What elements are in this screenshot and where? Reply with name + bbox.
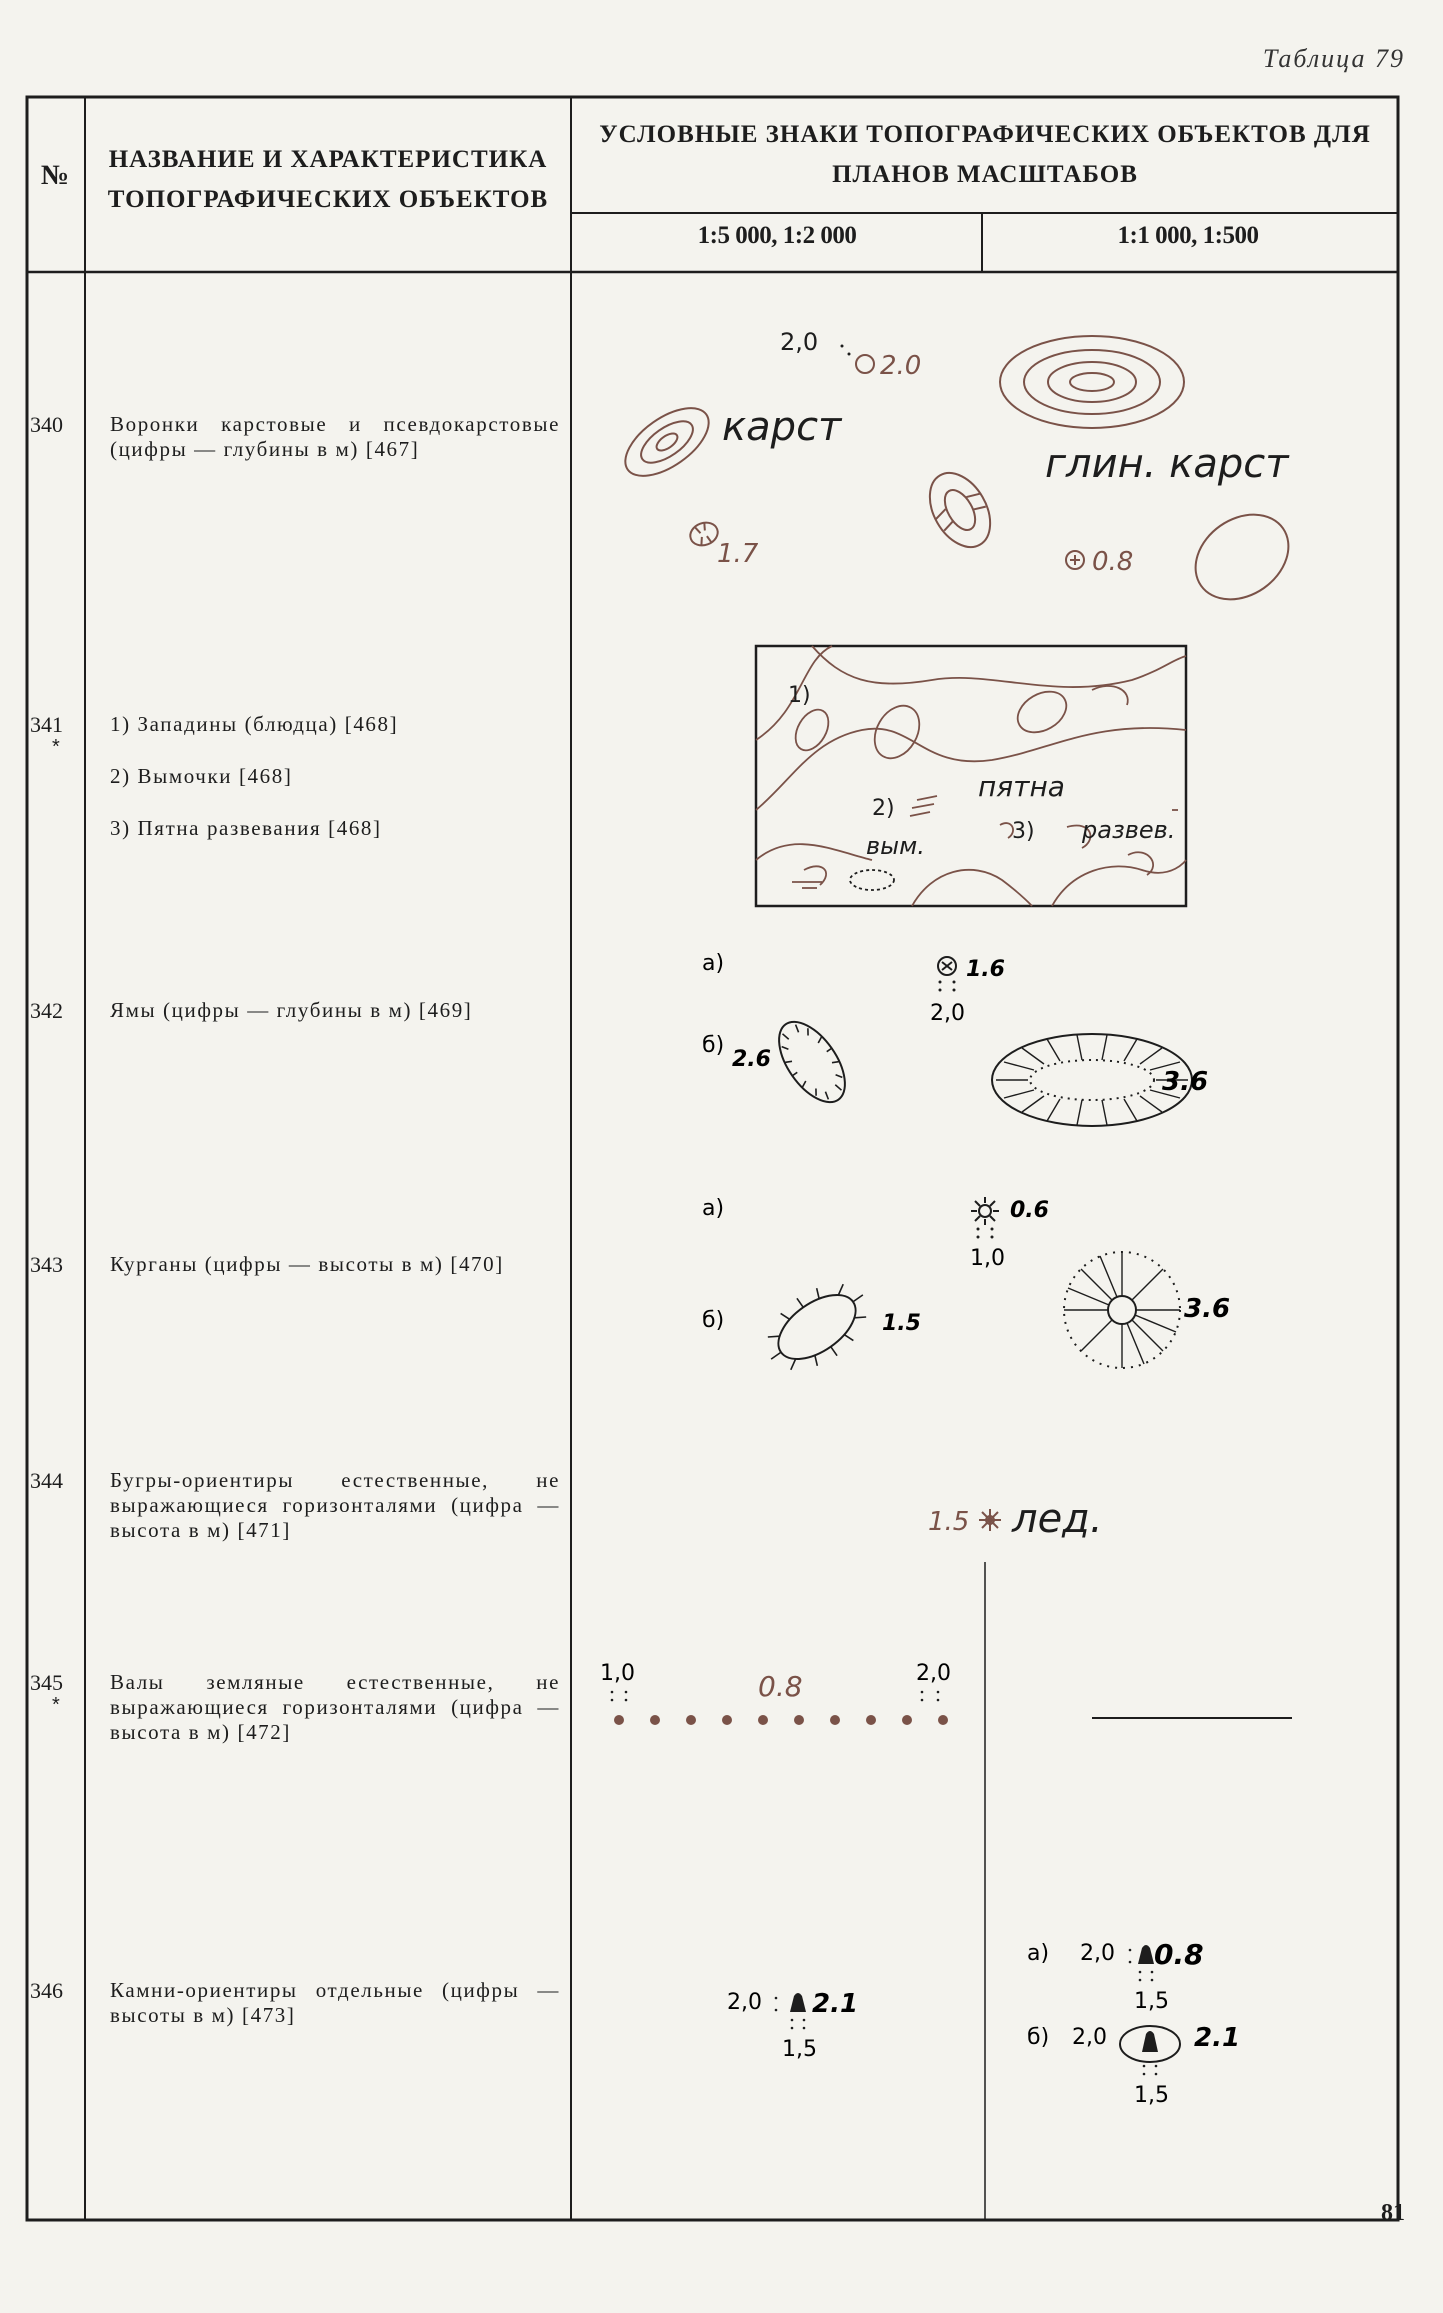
label-dim-3: 2,0 xyxy=(1080,1941,1115,1966)
label-dim-4: 1,5 xyxy=(1134,1989,1169,2014)
label-height-2: 1.5 xyxy=(882,1311,921,1336)
small-funnel-3 xyxy=(856,355,874,373)
row-341-item-1: 1) Западины (блюдца) [468] xyxy=(110,712,399,736)
karst-outline xyxy=(1179,497,1305,617)
row-346-text: Камни-ориентиры отдельные (цифры — высоты в м) [473] xyxy=(110,1978,560,2027)
label-n2: 2) xyxy=(872,796,895,821)
label-height-1: 0.6 xyxy=(1010,1198,1049,1223)
row-346-symbols xyxy=(572,1920,1398,2120)
label-depth-3: 0.8 xyxy=(1092,547,1134,577)
row-346-number: 346 xyxy=(30,1978,63,2003)
row-343-text: Курганы (цифры — высоты в м) [470] xyxy=(110,1252,504,1276)
stone-icon-a xyxy=(1138,1945,1154,1964)
depression-1 xyxy=(789,704,835,756)
stone-icon-b xyxy=(1142,2031,1158,2052)
row-341-item-2: 2) Вымочки [468] xyxy=(110,764,293,788)
page-number: 81 xyxy=(1381,2200,1405,2226)
pit-medium xyxy=(766,1011,858,1114)
table-caption: Таблица 79 xyxy=(1262,44,1405,73)
label-dim: 2,0 xyxy=(780,328,819,356)
label-dim-2: 2,0 xyxy=(916,1661,951,1686)
header-number: № xyxy=(40,160,70,191)
label-height-3: 3.6 xyxy=(1184,1294,1231,1324)
label-depth-3: 3.6 xyxy=(1162,1067,1209,1097)
label-n1: 1) xyxy=(788,683,811,708)
row-344-text: Бугры-ориентиры естественные, не выражающиеся горизонталями (цифра — высота в м) [471] xyxy=(110,1468,560,1542)
label-pyatna: пятна xyxy=(978,770,1065,803)
row-340-text: Воронки карстовые и псевдокарстовые (цифры — глубины в м) [467] xyxy=(110,412,560,461)
row-345-symbols xyxy=(572,1650,1398,1750)
wet-dotted xyxy=(850,870,894,890)
small-funnel-1 xyxy=(687,519,721,549)
depression-2 xyxy=(866,698,929,766)
stone-icon xyxy=(790,1993,806,2012)
depression-3 xyxy=(1010,683,1073,740)
label-depth-1: 1.6 xyxy=(966,957,1005,982)
label-b: б) xyxy=(702,1033,725,1058)
label-dim-2: 1,5 xyxy=(782,2037,817,2062)
label-height-1: 2.1 xyxy=(812,1989,859,2019)
label-height: 1.5 xyxy=(928,1507,970,1537)
row-344-symbols xyxy=(572,1480,1398,1560)
label-dim-6: 1,5 xyxy=(1134,2083,1169,2108)
label-a: а) xyxy=(702,1196,725,1221)
label-a: а) xyxy=(1027,1941,1050,1966)
label-depth-2: 1.7 xyxy=(717,539,759,569)
row-341-symbols xyxy=(572,620,1398,920)
mound-landmark xyxy=(979,1509,1001,1531)
label-dim-1: 2,0 xyxy=(727,1990,762,2015)
label-height-2: 0.8 xyxy=(1154,1938,1204,1971)
row-340-number: 340 xyxy=(30,412,63,437)
mound-small xyxy=(971,1197,999,1225)
row-340-symbols xyxy=(572,272,1398,622)
label-razv: развев. xyxy=(1082,816,1176,844)
label-height-3: 2.1 xyxy=(1194,2023,1241,2053)
label-ice: лед. xyxy=(1012,1496,1103,1542)
row-345-star: * xyxy=(52,1694,60,1716)
label-clay-karst: глин. карст xyxy=(1045,441,1289,487)
label-dim: 2,0 xyxy=(930,1001,965,1026)
label-dim-5: 2,0 xyxy=(1072,2025,1107,2050)
earth-bank-dots xyxy=(614,1715,948,1725)
label-b: б) xyxy=(702,1308,725,1333)
depression-4 xyxy=(1092,686,1128,705)
row-345-text: Валы земляные естественные, не выражающиеся горизонталями (цифра — высота в м) [472] xyxy=(110,1670,560,1744)
label-height: 0.8 xyxy=(758,1670,803,1703)
karst-funnel-hatched xyxy=(917,462,1002,557)
label-n3: 3) xyxy=(1012,819,1035,844)
row-344-number: 344 xyxy=(30,1468,63,1493)
label-dim-1: 1,0 xyxy=(600,1661,635,1686)
label-depth-1: 2.0 xyxy=(880,351,922,381)
row-342-symbols xyxy=(572,940,1398,1150)
label-dim: 1,0 xyxy=(970,1246,1005,1271)
row-343-symbols xyxy=(572,1185,1398,1400)
header-scale-b: 1:1 000, 1:500 xyxy=(1117,222,1259,249)
row-341-number: 341 xyxy=(30,712,63,737)
clay-karst-funnel xyxy=(1000,336,1184,428)
mound-medium xyxy=(751,1266,883,1388)
row-341-item-3: 3) Пятна развевания [468] xyxy=(110,816,382,840)
header-scale-a: 1:5 000, 1:2 000 xyxy=(697,222,857,249)
label-b: б) xyxy=(1027,2025,1050,2050)
row-343-number: 343 xyxy=(30,1252,63,1277)
small-funnel-2 xyxy=(1066,551,1084,569)
label-depth-2: 2.6 xyxy=(732,1047,771,1072)
label-karst: карст xyxy=(722,404,842,450)
row-342-number: 342 xyxy=(30,998,63,1023)
row-345-number: 345 xyxy=(30,1670,63,1695)
header-signs: УСЛОВНЫЕ ЗНАКИ ТОПОГРАФИЧЕСКИХ ОБЪЕКТОВ ДЛЯ ПЛАНОВ МАСШТАБОВ xyxy=(599,121,1371,188)
header-name: НАЗВАНИЕ И ХАРАКТЕРИСТИКА ТОПОГРАФИЧЕСКИХ ОБЪЕКТОВ xyxy=(107,146,549,213)
row-342-text: Ямы (цифры — глубины в м) [469] xyxy=(110,998,473,1022)
row-341-star: * xyxy=(52,736,60,758)
label-vym: вым. xyxy=(866,832,925,860)
label-a: а) xyxy=(702,951,725,976)
karst-funnel-small xyxy=(614,395,720,489)
mound-large xyxy=(1064,1252,1180,1368)
